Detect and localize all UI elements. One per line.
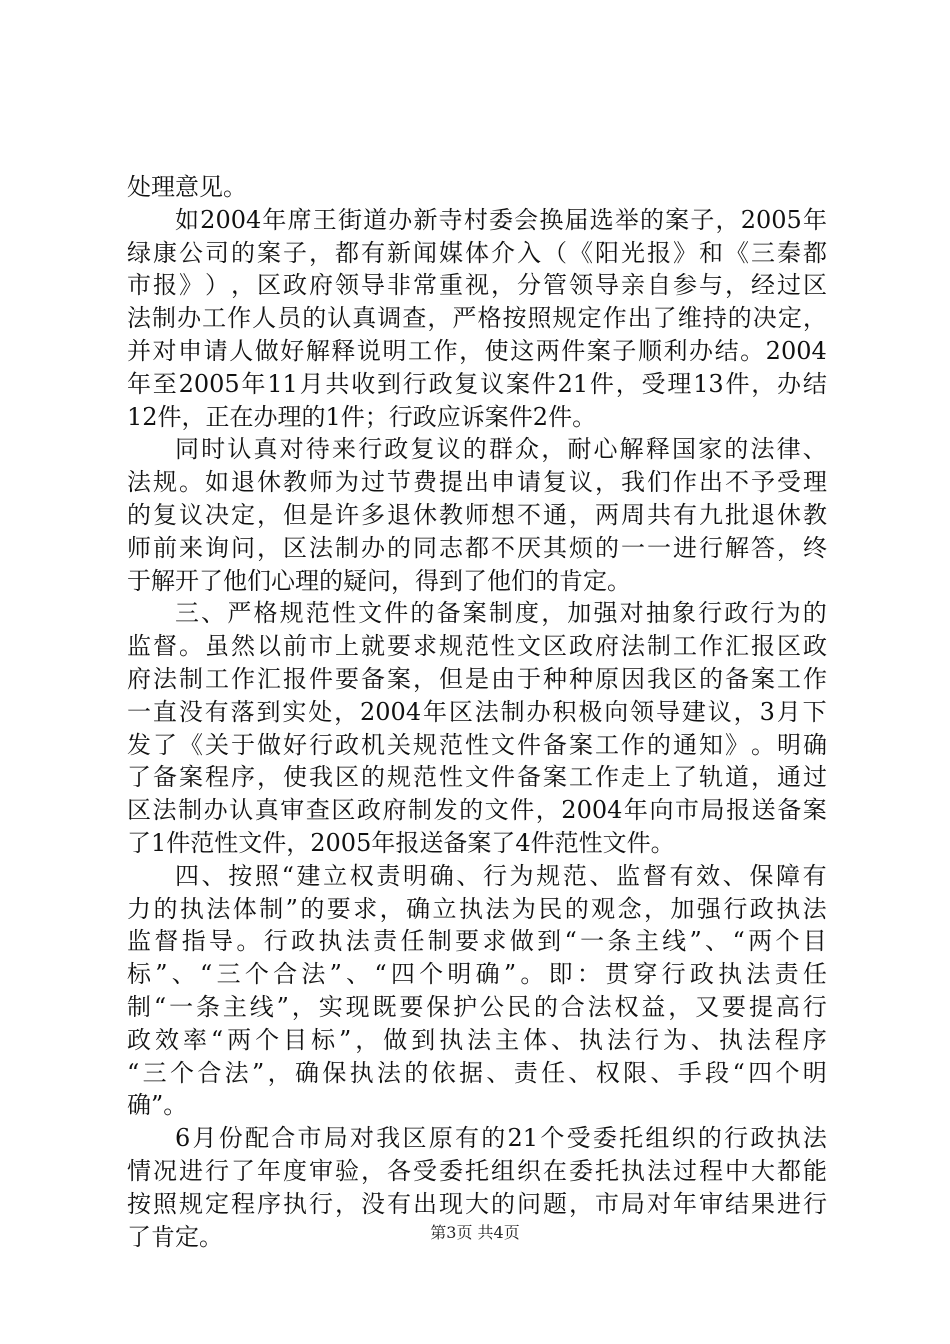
text-line: 处理意见。 <box>127 173 247 201</box>
text-line: 的 复 议 决 定 ， 但 是 许 多 退 休 教 师 想 不 通 ， 两 周 共 有 九 批 退 休 教 <box>127 500 827 529</box>
text-line: 四 、 按 照 “ 建 立 权 责 明 确 、 行 为 规 范 、 监 督 有 效 、 保 障 有 <box>175 861 827 890</box>
document-body <box>127 171 827 1253</box>
text-line: 于解开了他们心理的疑问，得到了他们的肯定。 <box>127 566 631 595</box>
text-line: 监 督 。 虽 然 以 前 市 上 就 要 求 规 范 性 文 区 政 府 法 制 工 作 汇 报 区 政 <box>127 632 827 661</box>
text-line: 6 月 份 配 合 市 局 对 我 区 原 有 的 21 个 受 委 托 组 织 的 行 政 执 法 <box>175 1124 827 1153</box>
text-line: 市 报 》 ） ， 区 政 府 领 导 非 常 重 视 ， 分 管 领 导 亲 自 参 与 ， 经 过 区 <box>127 271 827 300</box>
text-line: 一 直 没 有 落 到 实 处 ， 2004 年 区 法 制 办 积 极 向 领 导 建 议 ， 3 月 下 <box>127 697 827 726</box>
text-line: 并 对 申 请 人 做 好 解 释 说 明 工 作 ， 使 这 两 件 案 子 顺 利 办 结 。 2004 <box>127 336 827 365</box>
text-line: 了1件范性文件，2005年报送备案了4件范性文件。 <box>127 828 675 857</box>
text-line: 按 照 规 定 程 序 执 行 ， 没 有 出 现 大 的 问 题 ， 市 局 对 年 审 结 果 进 行 <box>127 1189 827 1218</box>
page-footer: 第3页 共4页 <box>430 1223 520 1242</box>
text-line: 如 2004 年 席 王 街 道 办 新 寺 村 委 会 换 届 选 举 的 案 子 ， 2005 年 <box>175 205 827 234</box>
text-line: 了 备 案 程 序 ， 使 我 区 的 规 范 性 文 件 备 案 工 作 走 上 了 轨 道 ， 通 过 <box>127 763 827 792</box>
text-line: 三 、 严 格 规 范 性 文 件 的 备 案 制 度 ， 加 强 对 抽 象 行 政 行 为 的 <box>175 599 827 628</box>
text-line: 标 ” 、 “ 三 个 合 法 ” 、 “ 四 个 明 确 ” 。 即 ： 贯 穿 行 政 执 法 责 任 <box>127 960 827 989</box>
text-line: 情 况 进 行 了 年 度 审 验 ， 各 受 委 托 组 织 在 委 托 执 法 过 程 中 大 都 能 <box>127 1156 827 1185</box>
text-line: 府 法 制 工 作 汇 报 件 要 备 案 ， 但 是 由 于 种 种 原 因 我 区 的 备 案 工 作 <box>127 664 827 693</box>
text-line: 法 制 办 工 作 人 员 的 认 真 调 查 ， 严 格 按 照 规 定 作 出 了 维 持 的 决 定 ， <box>127 304 827 333</box>
text-line: 发 了 《 关 于 做 好 行 政 机 关 规 范 性 文 件 备 案 工 作 的 通 知 》 。 明 确 <box>127 730 827 759</box>
text-line: 年 至 2005 年 11 月 共 收 到 行 政 复 议 案 件 21 件 ， 受 理 13 件 ， 办 结 <box>127 369 827 398</box>
text-line: 师 前 来 询 问 ， 区 法 制 办 的 同 志 都 不 厌 其 烦 的 一 一 进 行 解 答 ， 终 <box>127 533 827 562</box>
text-line: 法 规 。 如 退 休 教 师 为 过 节 费 提 出 申 请 复 议 ， 我 们 作 出 不 予 受 理 <box>127 468 827 497</box>
text-line: 区 法 制 办 认 真 审 查 区 政 府 制 发 的 文 件 ， 2004 年 向 市 局 报 送 备 案 <box>127 796 827 825</box>
text-line: 12件，正在办理的1件；行政应诉案件2件。 <box>127 402 597 431</box>
text-line: “ 三 个 合 法 ” ， 确 保 执 法 的 依 据 、 责 任 、 权 限 、 手 段 “ 四 个 明 <box>127 1058 827 1087</box>
text-line: 监 督 指 导 。 行 政 执 法 责 任 制 要 求 做 到 “ 一 条 主 线 ” 、 “ 两 个 目 <box>127 927 827 956</box>
text-line: 政 效 率 “ 两 个 目 标 ” ， 做 到 执 法 主 体 、 执 法 行 为 、 执 法 程 序 <box>127 1025 827 1054</box>
text-line: 制 “ 一 条 主 线 ” ， 实 现 既 要 保 护 公 民 的 合 法 权 益 ， 又 要 提 高 行 <box>127 992 827 1021</box>
text-line: 同 时 认 真 对 待 来 行 政 复 议 的 群 众 ， 耐 心 解 释 国 家 的 法 律 、 <box>175 435 827 464</box>
text-line: 了肯定。 <box>127 1222 223 1251</box>
text-line: 力 的 执 法 体 制 ” 的 要 求 ， 确 立 执 法 为 民 的 观 念 ， 加 强 行 政 执 法 <box>127 894 827 923</box>
text-line: 绿 康 公 司 的 案 子 ， 都 有 新 闻 媒 体 介 入 （ 《 阳 光 报 》 和 《 三 秦 都 <box>127 238 827 267</box>
text-line: 确”。 <box>127 1091 188 1120</box>
